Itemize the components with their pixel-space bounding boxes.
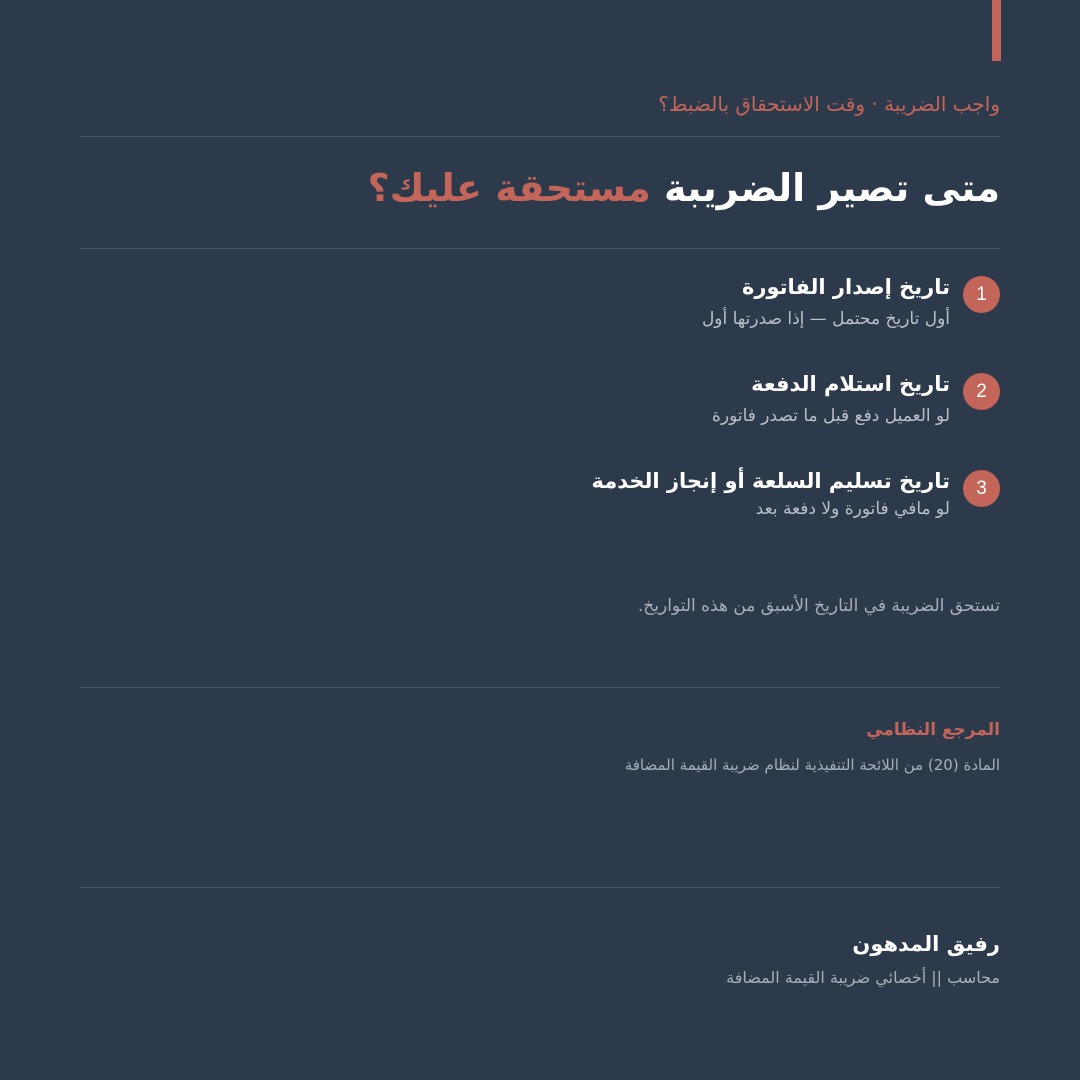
divider [80,248,1000,249]
step-title: تاريخ إصدار الفاتورة [741,275,950,299]
divider [80,687,1000,688]
step-text [712,369,950,429]
summary-note: تستحق الضريبة في التاريخ الأسبق من هذه التواريخ. [637,596,1000,616]
step-item [400,466,1000,536]
step-item [400,369,1000,439]
divider [80,136,1000,137]
step-title: تاريخ تسليم السلعة أو إنجاز الخدمة [591,469,950,493]
reference-label: المرجع النظامي [866,720,1000,740]
title-main: متى تصير الضريبة [650,166,1000,210]
step-number-badge: 3 [963,470,1000,507]
step-description: لو مافي فاتورة ولا دفعة بعد [755,499,950,519]
step-title: تاريخ استلام الدفعة [751,372,950,396]
step-number-badge: 2 [963,373,1000,410]
author-role: محاسب || أخصائي ضريبة القيمة المضافة [726,968,1000,987]
post-card [80,0,1000,1080]
step-number-badge: 1 [963,276,1000,313]
step-text [702,272,950,332]
step-item [400,272,1000,342]
step-description: أول تاريخ محتمل — إذا صدرتها أول [701,309,950,329]
author-name: رفيق المدهون [852,932,1000,956]
step-text [592,466,950,522]
page-title [368,164,1000,212]
title-accent: مستحقة عليك؟ [367,166,651,210]
kicker-text: واجب الضريبة · وقت الاستحقاق بالضبط؟ [658,92,1000,116]
divider [80,887,1000,888]
step-description: لو العميل دفع قبل ما تصدر فاتورة [711,406,950,426]
reference-text: المادة (20) من اللائحة التنفيذية لنظام ضريبة القيمة المضافة [624,756,1000,774]
